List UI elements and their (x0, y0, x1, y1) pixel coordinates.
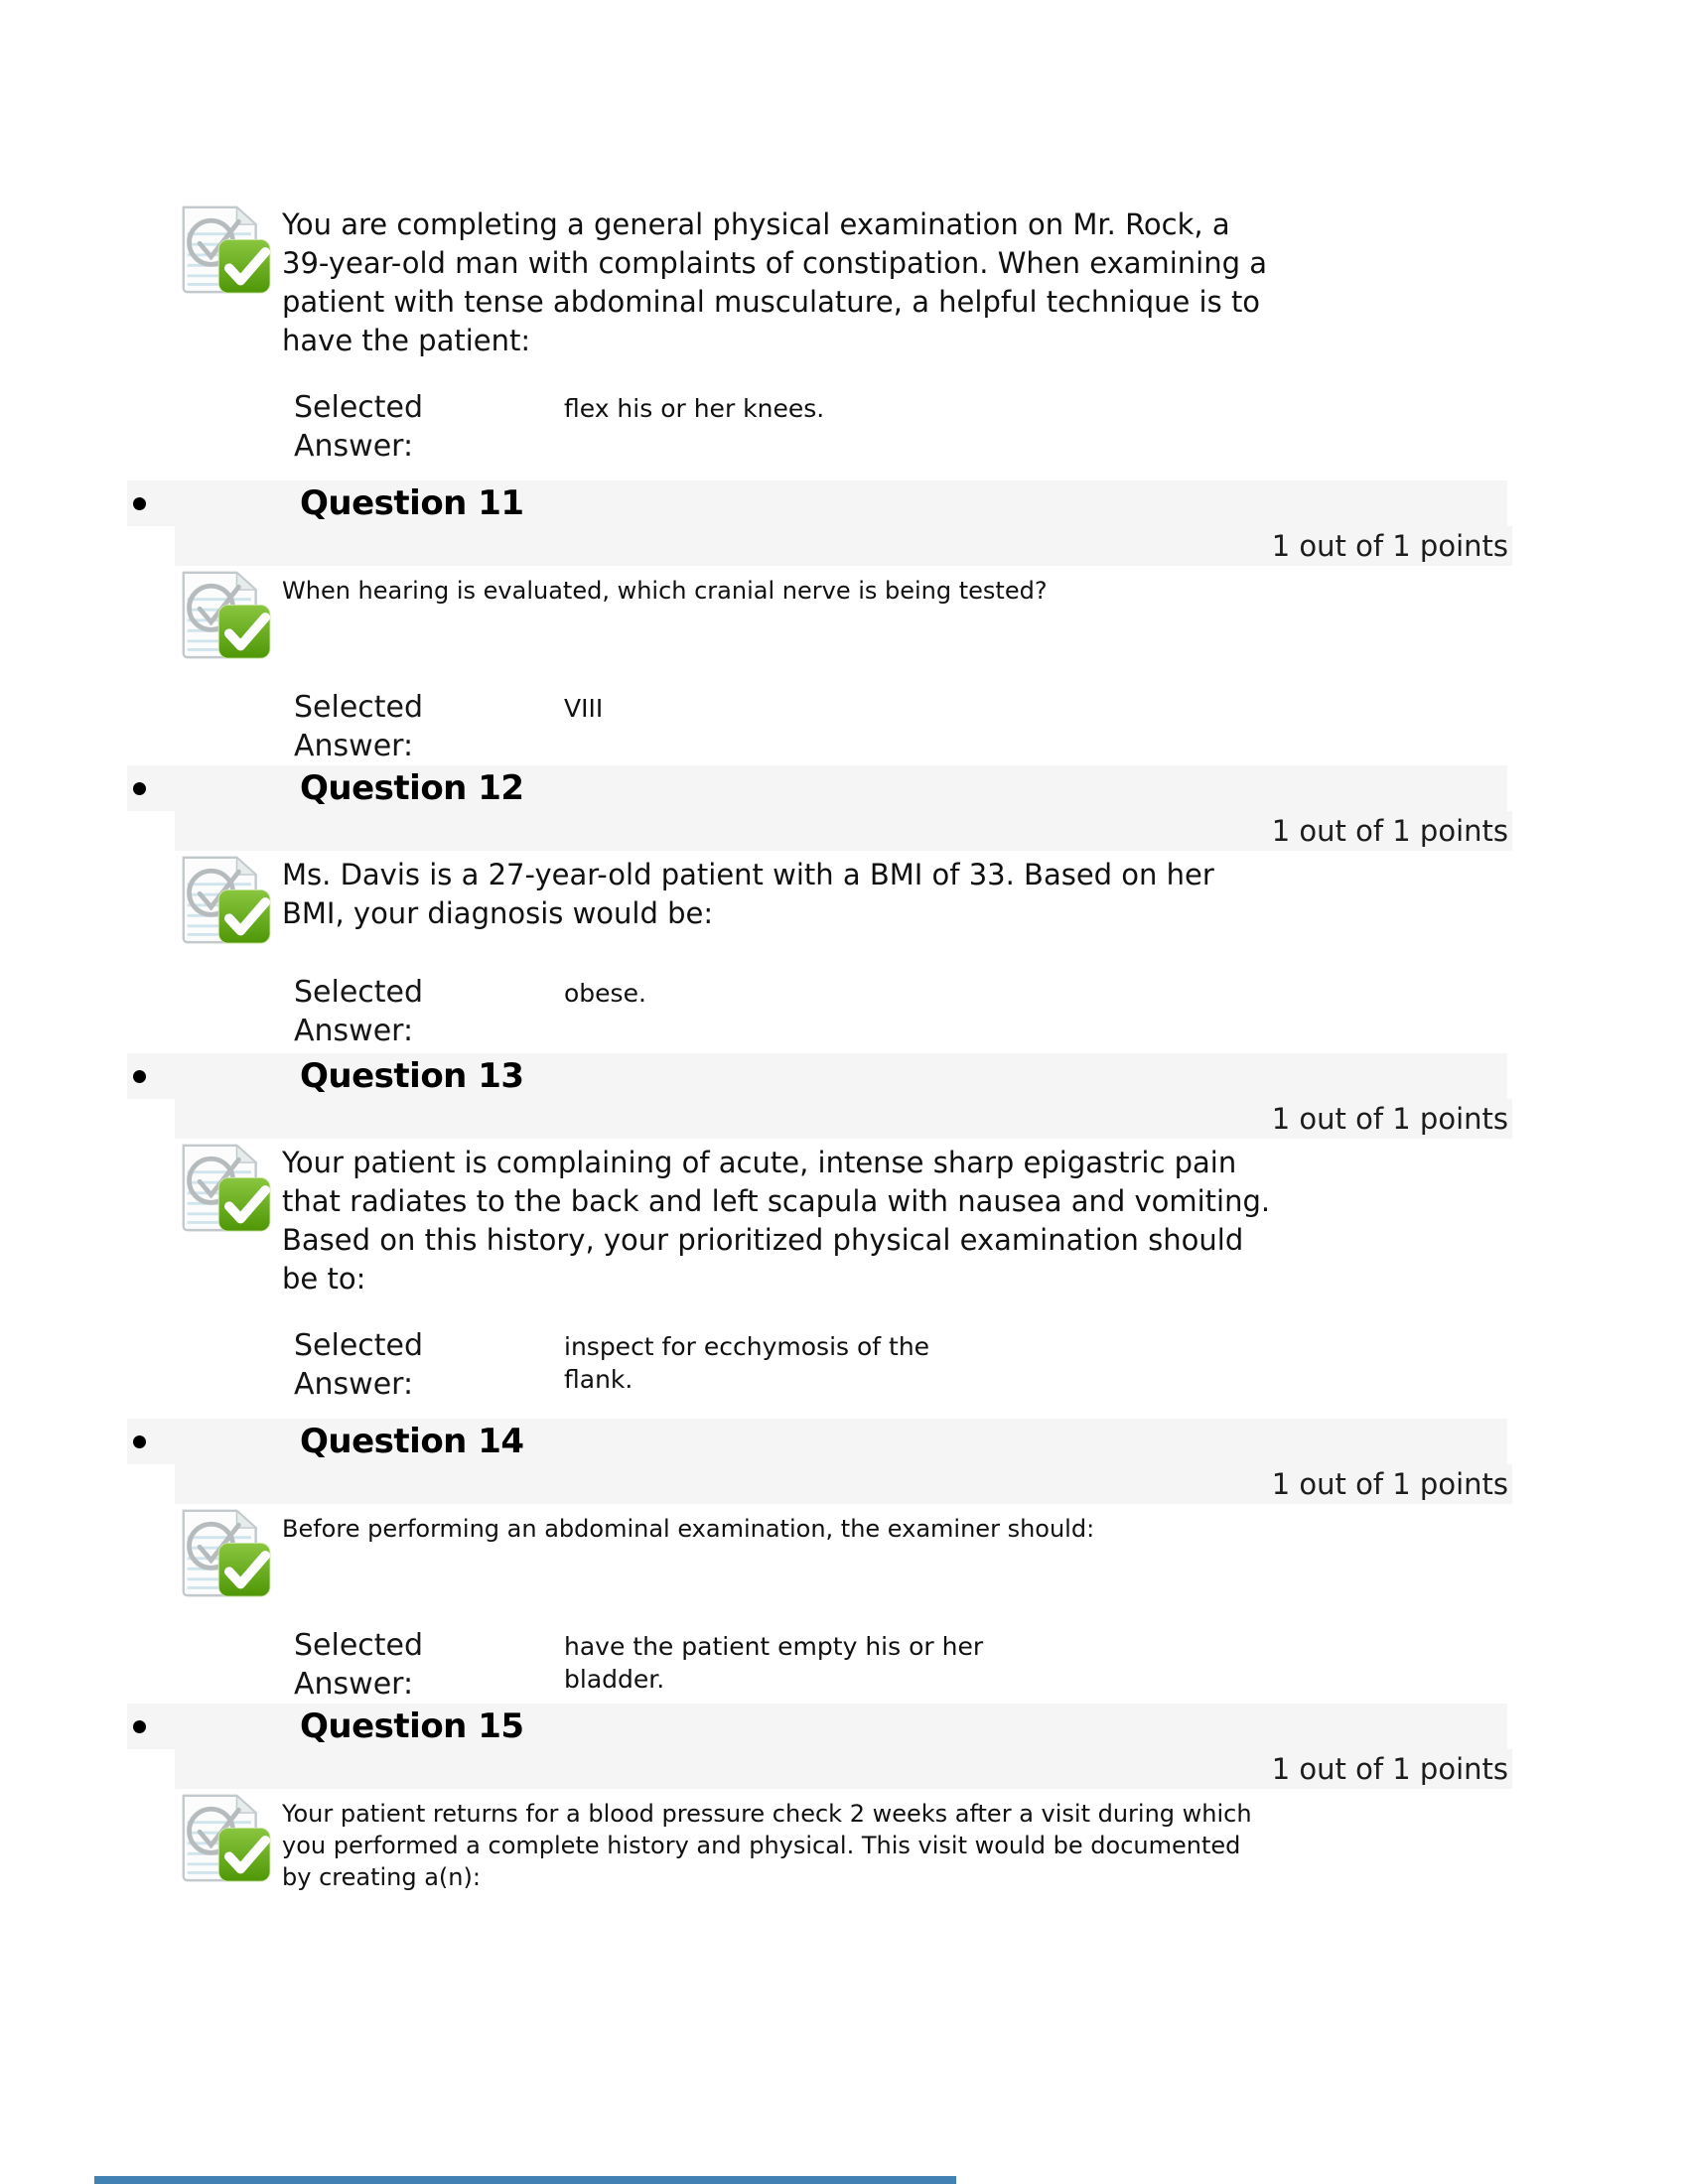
question-header (127, 1704, 1507, 1749)
selected-answer-row (294, 1626, 1688, 1704)
list-bullet-icon (133, 497, 146, 510)
question-text-line: When hearing is evaluated, which cranial nerve is being tested? (282, 577, 1048, 605)
points-bar (175, 811, 1512, 851)
question-text (282, 1792, 1252, 1893)
question-body (175, 1142, 1688, 1298)
selected-answer-value (564, 1326, 1041, 1396)
selected-answer-label (294, 1326, 564, 1404)
selected-answer-value (564, 388, 1041, 425)
question-section (0, 1419, 1688, 1704)
selected-answer-label-line: Answer: (294, 429, 414, 464)
points-value: 1 out of 1 points (1271, 814, 1508, 848)
question-text-line: that radiates to the back and left scapula with nausea and vomiting. (282, 1184, 1271, 1218)
question-section (0, 765, 1688, 1050)
selected-answer-label-line: Answer: (294, 729, 414, 763)
points-bar (175, 1749, 1512, 1789)
selected-answer-line: inspect for ecchymosis of the (564, 1332, 930, 1361)
selected-answer-line: have the patient empty his or her (564, 1632, 984, 1661)
points-value: 1 out of 1 points (1271, 529, 1508, 563)
question-text (282, 1142, 1270, 1298)
question-header (127, 1053, 1507, 1099)
list-bullet-icon (133, 782, 146, 795)
question-text-line: Ms. Davis is a 27-year-old patient with a BMI of 33. Based on her (282, 858, 1214, 891)
question-body (175, 854, 1688, 945)
selected-answer-value (564, 973, 1041, 1010)
question-header (127, 480, 1507, 526)
selected-answer-label-line: Selected (294, 1328, 424, 1363)
question-text-line: patient with tense abdominal musculature, a helpful technique is to (282, 285, 1261, 319)
points-bar (175, 1464, 1512, 1504)
selected-answer-line: flex his or her knees. (564, 394, 825, 423)
graded-question-icon (175, 569, 274, 660)
question-text (282, 204, 1267, 360)
points-value: 1 out of 1 points (1271, 1752, 1508, 1786)
question-title: Question 13 (300, 1056, 524, 1096)
question-text-line: you performed a complete history and physical. This visit would be documented (282, 1832, 1241, 1859)
selected-answer-label-line: Answer: (294, 1667, 414, 1702)
question-body (175, 1792, 1688, 1893)
question-text-line: by creating a(n): (282, 1863, 481, 1891)
question-block-partial (0, 0, 1688, 466)
bottom-partial-bar (94, 2176, 956, 2184)
selected-answer-label (294, 1626, 564, 1704)
list-bullet-icon (133, 1720, 146, 1733)
question-text-line: Before performing an abdominal examination, the examiner should: (282, 1515, 1095, 1543)
question-text-line: You are completing a general physical examination on Mr. Rock, a (282, 207, 1230, 241)
question-text-line: BMI, your diagnosis would be: (282, 896, 714, 930)
question-body (175, 569, 1688, 660)
selected-answer-label (294, 388, 564, 466)
list-bullet-icon (133, 1435, 146, 1448)
question-section (0, 1053, 1688, 1404)
selected-answer-label-line: Selected (294, 690, 424, 725)
question-text-line: 39-year-old man with complaints of constipation. When examining a (282, 246, 1268, 280)
selected-answer-row (294, 1326, 1688, 1404)
points-bar (175, 526, 1512, 566)
points-value: 1 out of 1 points (1271, 1102, 1508, 1136)
selected-answer-label-line: Selected (294, 390, 424, 425)
question-header (127, 765, 1507, 811)
graded-question-icon (175, 204, 274, 295)
question-text (282, 569, 1048, 607)
question-text-line: Your patient returns for a blood pressure check 2 weeks after a visit during which (282, 1800, 1252, 1828)
selected-answer-row (294, 688, 1688, 765)
question-section (0, 1704, 1688, 1893)
selected-answer-value (564, 688, 1041, 725)
graded-question-icon (175, 854, 274, 945)
graded-question-icon (175, 1507, 274, 1598)
question-title: Question 11 (300, 483, 524, 523)
selected-answer-value (564, 1626, 1041, 1696)
question-body (175, 204, 1688, 360)
selected-answer-label (294, 688, 564, 765)
selected-answer-line: obese. (564, 979, 646, 1008)
selected-answer-row (294, 388, 1688, 466)
selected-answer-line: bladder. (564, 1665, 665, 1694)
selected-answer-label (294, 973, 564, 1050)
question-section (0, 480, 1688, 765)
selected-answer-label-line: Answer: (294, 1014, 414, 1048)
selected-answer-line: flank. (564, 1365, 633, 1394)
selected-answer-line: VIII (564, 694, 604, 723)
question-text-line: be to: (282, 1262, 366, 1296)
question-text-line: have the patient: (282, 324, 531, 357)
question-title: Question 12 (300, 768, 524, 808)
question-text-line: Based on this history, your prioritized physical examination should (282, 1223, 1244, 1257)
question-title: Question 14 (300, 1422, 524, 1461)
question-text-line: Your patient is complaining of acute, intense sharp epigastric pain (282, 1146, 1237, 1179)
selected-answer-row (294, 973, 1688, 1050)
list-bullet-icon (133, 1070, 146, 1083)
question-body (175, 1507, 1688, 1598)
question-text (282, 1507, 1094, 1545)
graded-question-icon (175, 1142, 274, 1233)
points-value: 1 out of 1 points (1271, 1467, 1508, 1501)
selected-answer-label-line: Selected (294, 1628, 424, 1663)
question-title: Question 15 (300, 1706, 524, 1746)
selected-answer-label-line: Selected (294, 975, 424, 1010)
question-header (127, 1419, 1507, 1464)
selected-answer-label-line: Answer: (294, 1367, 414, 1402)
points-bar (175, 1099, 1512, 1139)
graded-question-icon (175, 1792, 274, 1883)
question-text (282, 854, 1214, 933)
